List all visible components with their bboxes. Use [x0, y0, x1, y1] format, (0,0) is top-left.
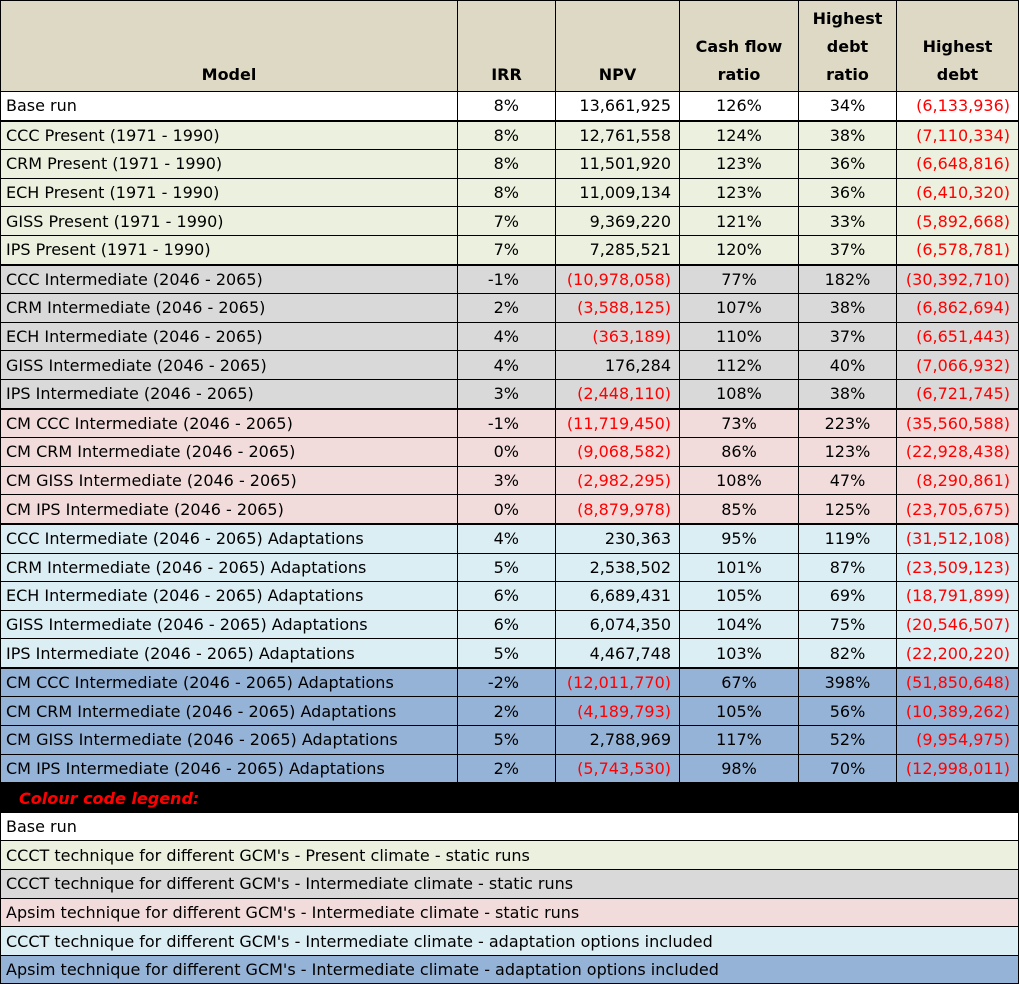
cell-npv: (3,588,125) — [556, 294, 680, 323]
cell-highest-debt: (22,928,438) — [897, 438, 1019, 467]
cell-cash-flow-ratio: 105% — [680, 582, 799, 611]
cell-model: CCC Intermediate (2046 - 2065) — [1, 265, 458, 294]
cell-npv: 11,501,920 — [556, 150, 680, 179]
cell-npv: (8,879,978) — [556, 495, 680, 524]
cell-cash-flow-ratio: 123% — [680, 150, 799, 179]
cell-irr: 3% — [458, 379, 556, 408]
cell-highest-debt-ratio: 38% — [799, 121, 897, 150]
cell-cash-flow-ratio: 117% — [680, 726, 799, 755]
legend-item — [1, 870, 1019, 899]
cell-model: ECH Intermediate (2046 - 2065) — [1, 322, 458, 351]
cell-highest-debt-ratio: 223% — [799, 409, 897, 438]
header-irr: IRR — [458, 1, 556, 92]
cell-npv: (11,719,450) — [556, 409, 680, 438]
cell-highest-debt-ratio: 119% — [799, 524, 897, 553]
cell-npv: (10,978,058) — [556, 265, 680, 294]
cell-irr: 0% — [458, 438, 556, 467]
header-cash-flow-ratio: Cash flow ratio — [680, 1, 799, 92]
cell-highest-debt: (6,651,443) — [897, 322, 1019, 351]
cell-cash-flow-ratio: 67% — [680, 668, 799, 697]
cell-highest-debt: (6,862,694) — [897, 294, 1019, 323]
table-row — [1, 438, 1019, 467]
cell-highest-debt: (7,066,932) — [897, 351, 1019, 380]
cell-highest-debt-ratio: 398% — [799, 668, 897, 697]
cell-highest-debt: (20,546,507) — [897, 610, 1019, 639]
header-npv: NPV — [556, 1, 680, 92]
table-row — [1, 466, 1019, 495]
cell-irr: 8% — [458, 178, 556, 207]
cell-highest-debt: (12,998,011) — [897, 754, 1019, 783]
table-row — [1, 351, 1019, 380]
cell-irr: 8% — [458, 92, 556, 121]
table-row — [1, 610, 1019, 639]
cell-irr: 4% — [458, 322, 556, 351]
table-row — [1, 409, 1019, 438]
cell-highest-debt: (18,791,899) — [897, 582, 1019, 611]
cell-irr: 2% — [458, 294, 556, 323]
table-row — [1, 178, 1019, 207]
legend-item — [1, 812, 1019, 841]
cell-model: CM IPS Intermediate (2046 - 2065) — [1, 495, 458, 524]
legend — [1, 783, 1019, 984]
cell-cash-flow-ratio: 77% — [680, 265, 799, 294]
cell-model: CM CRM Intermediate (2046 - 2065) — [1, 438, 458, 467]
cell-irr: 7% — [458, 207, 556, 236]
cell-npv: 230,363 — [556, 524, 680, 553]
cell-cash-flow-ratio: 95% — [680, 524, 799, 553]
cell-model: IPS Intermediate (2046 - 2065) — [1, 379, 458, 408]
cell-highest-debt: (6,133,936) — [897, 92, 1019, 121]
table-row — [1, 294, 1019, 323]
cell-npv: 7,285,521 — [556, 235, 680, 264]
cell-model: IPS Present (1971 - 1990) — [1, 235, 458, 264]
cell-highest-debt-ratio: 37% — [799, 322, 897, 351]
cell-highest-debt: (23,509,123) — [897, 553, 1019, 582]
cell-cash-flow-ratio: 120% — [680, 235, 799, 264]
legend-item-label: Apsim technique for different GCM's - Intermediate climate - static runs — [1, 898, 1019, 927]
cell-irr: 2% — [458, 754, 556, 783]
cell-npv: 11,009,134 — [556, 178, 680, 207]
cell-npv: 6,689,431 — [556, 582, 680, 611]
cell-cash-flow-ratio: 101% — [680, 553, 799, 582]
table-row — [1, 92, 1019, 121]
cell-npv: (9,068,582) — [556, 438, 680, 467]
cell-highest-debt-ratio: 33% — [799, 207, 897, 236]
cell-model: IPS Intermediate (2046 - 2065) Adaptations — [1, 639, 458, 668]
cell-model: CM CCC Intermediate (2046 - 2065) — [1, 409, 458, 438]
cell-highest-debt-ratio: 40% — [799, 351, 897, 380]
cell-model: CM GISS Intermediate (2046 - 2065) Adaptations — [1, 726, 458, 755]
cell-cash-flow-ratio: 107% — [680, 294, 799, 323]
cell-npv: 4,467,748 — [556, 639, 680, 668]
table-row — [1, 754, 1019, 783]
header-row — [1, 1, 1019, 92]
table-row — [1, 322, 1019, 351]
cell-highest-debt: (30,392,710) — [897, 265, 1019, 294]
cell-cash-flow-ratio: 103% — [680, 639, 799, 668]
table-row — [1, 639, 1019, 668]
cell-model: Base run — [1, 92, 458, 121]
cell-irr: 6% — [458, 610, 556, 639]
cell-highest-debt-ratio: 34% — [799, 92, 897, 121]
cell-model: CCC Present (1971 - 1990) — [1, 121, 458, 150]
cell-irr: 4% — [458, 524, 556, 553]
cell-highest-debt-ratio: 36% — [799, 150, 897, 179]
cell-model: CM CRM Intermediate (2046 - 2065) Adaptations — [1, 697, 458, 726]
cell-highest-debt: (8,290,861) — [897, 466, 1019, 495]
cell-highest-debt: (6,648,816) — [897, 150, 1019, 179]
cell-highest-debt-ratio: 125% — [799, 495, 897, 524]
cell-npv: 9,369,220 — [556, 207, 680, 236]
cell-cash-flow-ratio: 105% — [680, 697, 799, 726]
table-row — [1, 582, 1019, 611]
table-row — [1, 121, 1019, 150]
cell-cash-flow-ratio: 108% — [680, 379, 799, 408]
table-row — [1, 524, 1019, 553]
cell-highest-debt-ratio: 123% — [799, 438, 897, 467]
cell-cash-flow-ratio: 123% — [680, 178, 799, 207]
cell-npv: 2,538,502 — [556, 553, 680, 582]
cell-model: CCC Intermediate (2046 - 2065) Adaptations — [1, 524, 458, 553]
cell-npv: 176,284 — [556, 351, 680, 380]
cell-irr: 8% — [458, 150, 556, 179]
cell-irr: 4% — [458, 351, 556, 380]
cell-cash-flow-ratio: 121% — [680, 207, 799, 236]
cell-highest-debt: (23,705,675) — [897, 495, 1019, 524]
cell-irr: 7% — [458, 235, 556, 264]
legend-item-label: Apsim technique for different GCM's - Intermediate climate - adaptation options included — [1, 955, 1019, 984]
cell-highest-debt: (35,560,588) — [897, 409, 1019, 438]
cell-npv: 13,661,925 — [556, 92, 680, 121]
cell-highest-debt-ratio: 182% — [799, 265, 897, 294]
header-highest-debt: Highest debt — [897, 1, 1019, 92]
cell-highest-debt: (5,892,668) — [897, 207, 1019, 236]
cell-model: CM CCC Intermediate (2046 - 2065) Adaptations — [1, 668, 458, 697]
table-row — [1, 697, 1019, 726]
cell-npv: (2,982,295) — [556, 466, 680, 495]
cell-highest-debt-ratio: 56% — [799, 697, 897, 726]
cell-npv: 12,761,558 — [556, 121, 680, 150]
legend-item-label: CCCT technique for different GCM's - Present climate - static runs — [1, 841, 1019, 870]
cell-model: ECH Intermediate (2046 - 2065) Adaptations — [1, 582, 458, 611]
legend-title-row — [1, 783, 1019, 812]
cell-model: CM GISS Intermediate (2046 - 2065) — [1, 466, 458, 495]
cell-highest-debt-ratio: 69% — [799, 582, 897, 611]
cell-cash-flow-ratio: 98% — [680, 754, 799, 783]
cell-irr: 5% — [458, 553, 556, 582]
table-row — [1, 668, 1019, 697]
cell-cash-flow-ratio: 126% — [680, 92, 799, 121]
cell-irr: 0% — [458, 495, 556, 524]
cell-highest-debt: (22,200,220) — [897, 639, 1019, 668]
cell-highest-debt-ratio: 38% — [799, 379, 897, 408]
cell-highest-debt: (6,721,745) — [897, 379, 1019, 408]
cell-highest-debt-ratio: 70% — [799, 754, 897, 783]
table-row — [1, 495, 1019, 524]
cell-irr: 5% — [458, 726, 556, 755]
cell-highest-debt-ratio: 38% — [799, 294, 897, 323]
cell-highest-debt: (7,110,334) — [897, 121, 1019, 150]
cell-npv: (12,011,770) — [556, 668, 680, 697]
cell-highest-debt-ratio: 87% — [799, 553, 897, 582]
header-highest-debt-ratio: Highest debt ratio — [799, 1, 897, 92]
cell-model: GISS Intermediate (2046 - 2065) — [1, 351, 458, 380]
cell-npv: 2,788,969 — [556, 726, 680, 755]
cell-cash-flow-ratio: 73% — [680, 409, 799, 438]
cell-highest-debt-ratio: 36% — [799, 178, 897, 207]
cell-npv: 6,074,350 — [556, 610, 680, 639]
cell-highest-debt-ratio: 75% — [799, 610, 897, 639]
table-row — [1, 553, 1019, 582]
cell-npv: (4,189,793) — [556, 697, 680, 726]
cell-npv: (5,743,530) — [556, 754, 680, 783]
cell-highest-debt-ratio: 47% — [799, 466, 897, 495]
cell-highest-debt: (9,954,975) — [897, 726, 1019, 755]
cell-highest-debt-ratio: 82% — [799, 639, 897, 668]
table-row — [1, 150, 1019, 179]
cell-model: CM IPS Intermediate (2046 - 2065) Adaptations — [1, 754, 458, 783]
cell-model: CRM Intermediate (2046 - 2065) — [1, 294, 458, 323]
table-row — [1, 726, 1019, 755]
cell-irr: -1% — [458, 409, 556, 438]
cell-npv: (363,189) — [556, 322, 680, 351]
cell-irr: 6% — [458, 582, 556, 611]
legend-item — [1, 927, 1019, 956]
cell-model: CRM Intermediate (2046 - 2065) Adaptations — [1, 553, 458, 582]
cell-cash-flow-ratio: 110% — [680, 322, 799, 351]
legend-item-label: Base run — [1, 812, 1019, 841]
cell-irr: 5% — [458, 639, 556, 668]
cell-irr: -2% — [458, 668, 556, 697]
cell-highest-debt: (10,389,262) — [897, 697, 1019, 726]
cell-irr: 3% — [458, 466, 556, 495]
cell-cash-flow-ratio: 124% — [680, 121, 799, 150]
cell-cash-flow-ratio: 108% — [680, 466, 799, 495]
legend-item-label: CCCT technique for different GCM's - Intermediate climate - static runs — [1, 870, 1019, 899]
header-model: Model — [1, 1, 458, 92]
table-row — [1, 207, 1019, 236]
cell-npv: (2,448,110) — [556, 379, 680, 408]
cell-cash-flow-ratio: 86% — [680, 438, 799, 467]
legend-item — [1, 898, 1019, 927]
cell-irr: 8% — [458, 121, 556, 150]
cell-model: GISS Intermediate (2046 - 2065) Adaptations — [1, 610, 458, 639]
cell-highest-debt-ratio: 52% — [799, 726, 897, 755]
table-row — [1, 235, 1019, 264]
legend-title: Colour code legend: — [1, 783, 1019, 812]
cell-model: CRM Present (1971 - 1990) — [1, 150, 458, 179]
cell-highest-debt-ratio: 37% — [799, 235, 897, 264]
cell-highest-debt: (6,578,781) — [897, 235, 1019, 264]
cell-cash-flow-ratio: 85% — [680, 495, 799, 524]
table-row — [1, 265, 1019, 294]
cell-model: GISS Present (1971 - 1990) — [1, 207, 458, 236]
cell-irr: 2% — [458, 697, 556, 726]
cell-cash-flow-ratio: 104% — [680, 610, 799, 639]
legend-item-label: CCCT technique for different GCM's - Intermediate climate - adaptation options included — [1, 927, 1019, 956]
table-body — [1, 92, 1019, 784]
cell-irr: -1% — [458, 265, 556, 294]
cell-highest-debt: (31,512,108) — [897, 524, 1019, 553]
cell-model: ECH Present (1971 - 1990) — [1, 178, 458, 207]
cell-highest-debt: (6,410,320) — [897, 178, 1019, 207]
cell-highest-debt: (51,850,648) — [897, 668, 1019, 697]
cell-cash-flow-ratio: 112% — [680, 351, 799, 380]
table-row — [1, 379, 1019, 408]
legend-item — [1, 955, 1019, 984]
legend-item — [1, 841, 1019, 870]
